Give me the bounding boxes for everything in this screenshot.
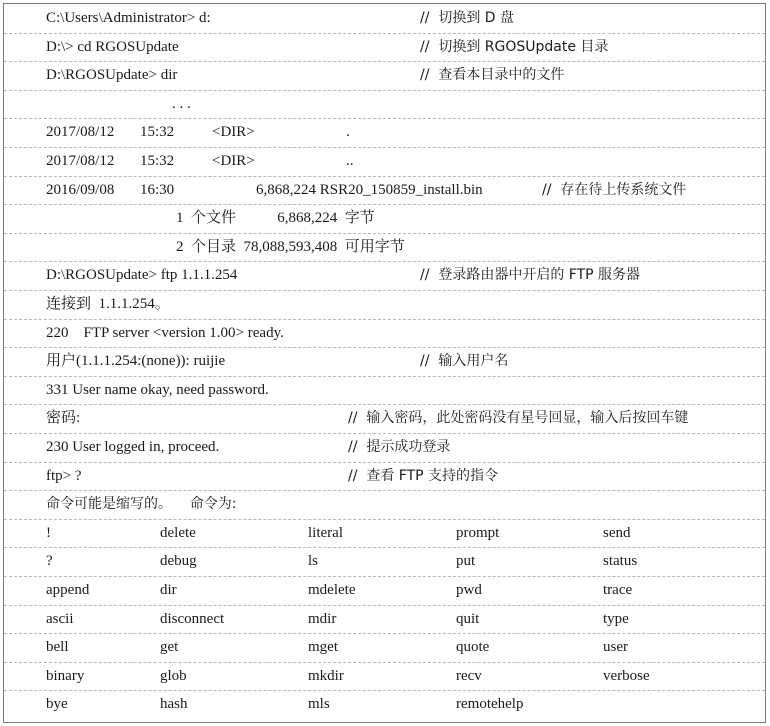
command-name: ! (46, 524, 51, 541)
summary-dirs: 2 个目录 78,088,593,408 可用字节 (176, 238, 405, 255)
command-name: quote (456, 639, 490, 656)
transcript-line (4, 490, 765, 520)
command-text: 命令可能是缩写的。 命令为: (46, 496, 237, 513)
command-name: literal (308, 524, 343, 541)
entry-date: 2016/09/08 (46, 181, 115, 198)
dir-entry-row (4, 118, 765, 148)
command-text: 331 User name okay, need password. (46, 381, 269, 398)
comment-text: // 登录路由器中开启的 FTP 服务器 (420, 267, 641, 284)
command-name: glob (160, 667, 187, 684)
command-name: type (603, 610, 629, 627)
summary-files: 1 个文件 6,868,224 字节 (176, 210, 375, 227)
command-text: D:\RGOSUpdate> dir (46, 67, 178, 84)
command-name: ls (308, 553, 319, 570)
command-name: mget (308, 639, 338, 656)
command-name: status (603, 553, 638, 570)
command-name: verbose (603, 667, 650, 684)
transcript-line (4, 433, 765, 463)
comment-text: // 查看本目录中的文件 (420, 67, 565, 84)
terminal-transcript (3, 3, 766, 723)
command-name: ? (46, 553, 53, 570)
entry-time: 16:30 (140, 181, 175, 198)
command-name: delete (160, 524, 196, 541)
command-name: recv (456, 667, 482, 684)
dir-entry-row (4, 147, 765, 177)
command-text: D:\RGOSUpdate> ftp 1.1.1.254 (46, 267, 238, 284)
transcript-line (4, 347, 765, 377)
command-list-row (4, 605, 765, 635)
command-name: mls (308, 696, 330, 713)
dir-entry-row (4, 176, 765, 206)
command-name: put (456, 553, 476, 570)
transcript-line (4, 404, 765, 434)
ellipsis-text: . . . (172, 95, 191, 112)
command-text: 用户(1.1.1.254:(none)): ruijie (46, 353, 226, 370)
entry-time: 15:32 (140, 124, 175, 141)
command-text: C:\Users\Administrator> d: (46, 10, 211, 26)
dir-summary-line (4, 233, 765, 263)
command-name: ascii (46, 610, 74, 627)
comment-text: // 提示成功登录 (348, 439, 451, 455)
command-text: 连接到 1.1.1.254。 (46, 296, 170, 312)
command-name: debug (160, 553, 197, 570)
command-name: mdelete (308, 582, 356, 598)
command-name: binary (46, 667, 85, 684)
command-list-row (4, 662, 765, 692)
entry-type: <DIR> (212, 124, 255, 141)
command-list-row (4, 576, 765, 606)
comment-text: // 输入密码，此处密码没有星号回显，输入后按回车键 (348, 410, 689, 427)
command-name: mkdir (308, 667, 344, 684)
command-name: remotehelp (456, 696, 524, 713)
command-text: 220 FTP server <version 1.00> ready. (46, 324, 284, 341)
entry-size-name: 6,868,224 RSR20_150859_install.bin (256, 181, 483, 198)
command-name: user (603, 639, 628, 656)
entry-date: 2017/08/12 (46, 153, 115, 169)
command-name: dir (160, 582, 177, 598)
command-name: hash (160, 696, 188, 713)
command-list-row (4, 519, 765, 549)
command-name: get (160, 639, 179, 656)
command-name: disconnect (160, 610, 225, 627)
transcript-line (4, 462, 765, 492)
entry-type: <DIR> (212, 153, 255, 169)
comment-text: // 输入用户名 (420, 353, 509, 370)
comment-text: // 切换到 D 盘 (420, 10, 515, 26)
command-list-row (4, 547, 765, 577)
transcript-line (4, 376, 765, 406)
transcript-line (4, 61, 765, 91)
transcript-line (4, 290, 765, 320)
command-text: D:\> cd RGOSUpdate (46, 38, 179, 55)
entry-name: .. (346, 153, 354, 169)
dir-summary-line (4, 204, 765, 234)
command-name: bell (46, 639, 69, 656)
entry-name: . (346, 124, 350, 141)
transcript-line (4, 319, 765, 349)
transcript-line (4, 4, 765, 34)
transcript-line (4, 261, 765, 291)
comment-text: // 切换到 RGOSUpdate 目录 (420, 38, 609, 55)
entry-time: 15:32 (140, 153, 175, 169)
command-name: prompt (456, 524, 500, 541)
command-list-row (4, 690, 765, 719)
command-name: bye (46, 696, 68, 713)
comment-text: // 查看 FTP 支持的指令 (348, 467, 499, 484)
command-list-row (4, 633, 765, 663)
command-name: pwd (456, 582, 482, 598)
transcript-line (4, 33, 765, 63)
command-text: 230 User logged in, proceed. (46, 439, 220, 455)
command-name: append (46, 582, 90, 598)
command-name: mdir (308, 610, 337, 627)
entry-date: 2017/08/12 (46, 124, 115, 141)
command-name: trace (603, 582, 633, 598)
comment-text: // 存在待上传系统文件 (542, 181, 687, 198)
command-name: quit (456, 610, 480, 627)
command-text: 密码: (46, 410, 81, 427)
command-text: ftp> ? (46, 467, 82, 484)
transcript-line (4, 90, 765, 120)
command-name: send (603, 524, 631, 541)
